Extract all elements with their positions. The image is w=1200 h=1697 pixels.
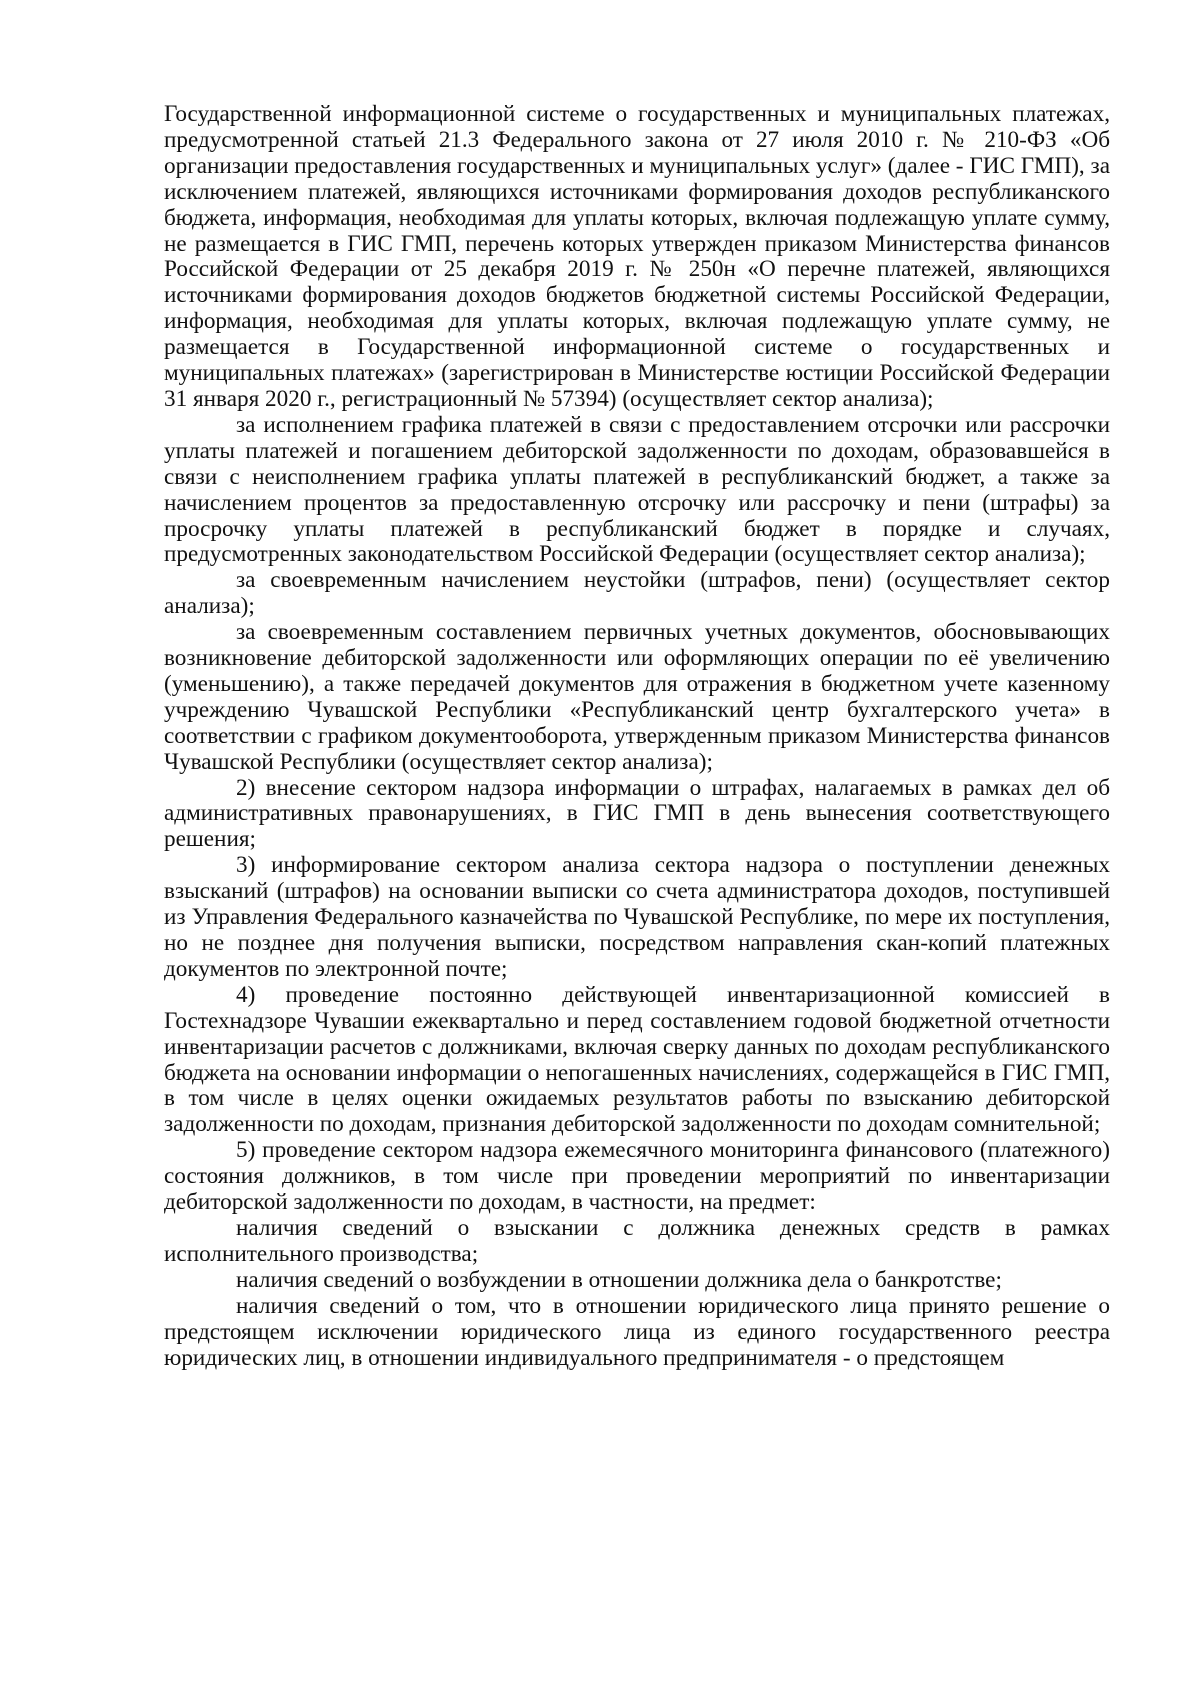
paragraph-penalty-accrual: за своевременным начислением неустойки (штрафов, пени) (осуществляет сектор анализа); [164, 567, 1110, 620]
paragraph-item-4: 4) проведение постоянно действующей инвентаризационной комиссией в Гостехнадзоре Чувашии ежеквартально и перед составлением годовой бюджетной отчетности инвентаризации расчетов с должниками, включая сверку данных по доходам республиканского бюджета на основании информации о непогашенных начислениях, содержащейся в ГИС ГМП, в том числе в целях оценки ожидаемых результатов работы по взысканию дебиторской задолженности по доходам, признания дебиторской задолженности по доходам сомнительной; [164, 981, 1110, 1138]
paragraph-payment-schedule: за исполнением графика платежей в связи с предоставлением отсрочки или рассрочки уплаты платежей и погашением дебиторской задолженности по доходам, образовавшейся в связи с неисполнением графика уплаты платежей в республиканский бюджет, а также за начислением процентов за предоставленную отсрочку или рассрочку и пени (штрафы) за просрочку уплаты платежей в республиканский бюджет в порядке и случаях, предусмотренных законодательством Российской Федерации (осуществляет сектор анализа); [164, 411, 1110, 568]
document-body [164, 102, 1110, 1371]
paragraph-enforcement-proceedings: наличия сведений о взыскании с должника денежных средств в рамках исполнительного производства; [164, 1214, 1110, 1267]
paragraph-primary-documents: за своевременным составлением первичных учетных документов, обосновывающих возникновение дебиторской задолженности или оформляющих операции по её увеличению (уменьшению), а также передачей документов для отражения в бюджетном учете казенному учреждению Чувашской Республики «Республиканский центр бухгалтерского учета» в соответствии с графиком документооборота, утвержденным приказом Министерства финансов Чувашской Республики (осуществляет сектор анализа); [164, 619, 1110, 775]
paragraph-bankruptcy: наличия сведений о возбуждении в отношении должника дела о банкротстве; [236, 1266, 1002, 1293]
paragraph-item-3: 3) информирование сектором анализа сектора надзора о поступлении денежных взысканий (штрафов) на основании выписки со счета администратора доходов, поступившей из Управления Федерального казначейства по Чувашской Республике, по мере их поступления, но не позднее дня получения выписки, посредством направления скан-копий платежных документов по электронной почте; [164, 852, 1110, 982]
paragraph-item-2: 2) внесение сектором надзора информации о штрафах, налагаемых в рамках дел об административных правонарушениях, в ГИС ГМП в день вынесения соответствующего решения; [164, 774, 1110, 853]
paragraph-item-5: 5) проведение сектором надзора ежемесячного мониторинга финансового (платежного) состояния должников, в том числе при проведении мероприятий по инвентаризации дебиторской задолженности по доходам, в частности, на предмет: [164, 1137, 1110, 1216]
paragraph-gis-gmp-continuation: Государственной информационной системе о государственных и муниципальных платежах, предусмотренной статьей 21.3 Федерального закона от 27 июля 2010 г. № 210-ФЗ «Об организации предоставления государственных и муниципальных услуг» (далее - ГИС ГМП), за исключением платежей, являющихся источниками формирования доходов республиканского бюджета, информация, необходимая для уплаты которых, включая подлежащую уплате сумму, не размещается в ГИС ГМП, перечень которых утвержден приказом Министерства финансов Российской Федерации от 25 декабря 2019 г. № 250н «О перечне платежей, являющихся источниками формирования доходов бюджетов бюджетной системы Российской Федерации, информация, необходимая для уплаты которых, включая подлежащую уплате сумму, не размещается в Государственной информационной системе о государственных и муниципальных платежах» (зарегистрирован в Министерстве юстиции Российской Федерации 31 января 2020 г., регистрационный № 57394) (осуществляет сектор анализа); [164, 101, 1110, 412]
paragraph-registry-exclusion: наличия сведений о том, что в отношении юридического лица принято решение о предстоящем исключении юридического лица из единого государственного реестра юридических лиц, в отношении индивидуального предпринимателя - о предстоящем [164, 1292, 1110, 1371]
